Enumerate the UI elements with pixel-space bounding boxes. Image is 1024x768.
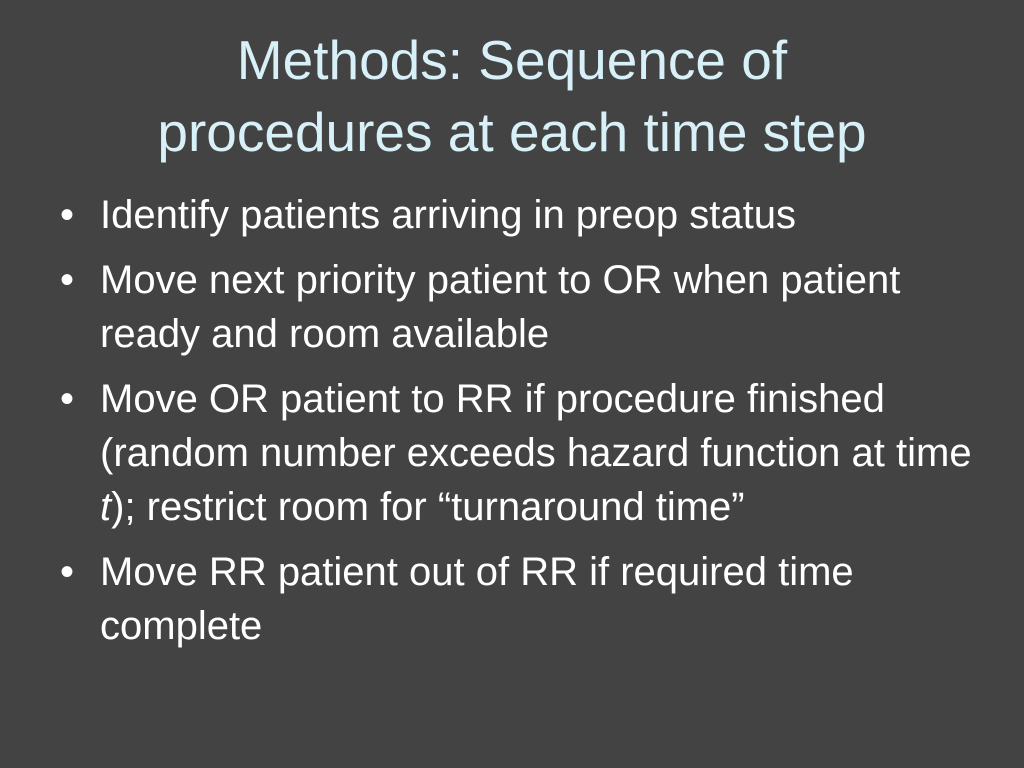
bullet-text: Move RR patient out of RR if required time complete [100,550,854,648]
bullet-text-italic-t: t [100,485,112,529]
bullet-text: Identify patients arriving in preop status [100,193,796,237]
bullet-text-part-1: Move OR patient to RR if procedure finished (random number exceeds hazard function at time [100,377,972,475]
bullet-dot-icon: • [60,550,75,594]
bullet-item-move-to-rr [56,372,976,534]
bullet-text: Move next priority patient to OR when patient ready and room available [100,258,901,356]
bullet-item-identify-patients [56,188,976,242]
slide-title-line-1: Methods: Sequence of [236,29,788,91]
slide-title [0,24,1024,168]
bullet-item-move-out-of-rr [56,545,976,653]
bullet-dot-icon: • [60,258,75,302]
bullet-dot-icon: • [60,193,75,237]
bullet-dot-icon: • [60,377,75,421]
bullet-text-part-2: ); restrict room for “turnaround time” [111,485,745,529]
slide-title-line-2: procedures at each time step [157,101,867,163]
bullet-item-move-to-or [56,253,976,361]
bullet-list [56,188,976,664]
